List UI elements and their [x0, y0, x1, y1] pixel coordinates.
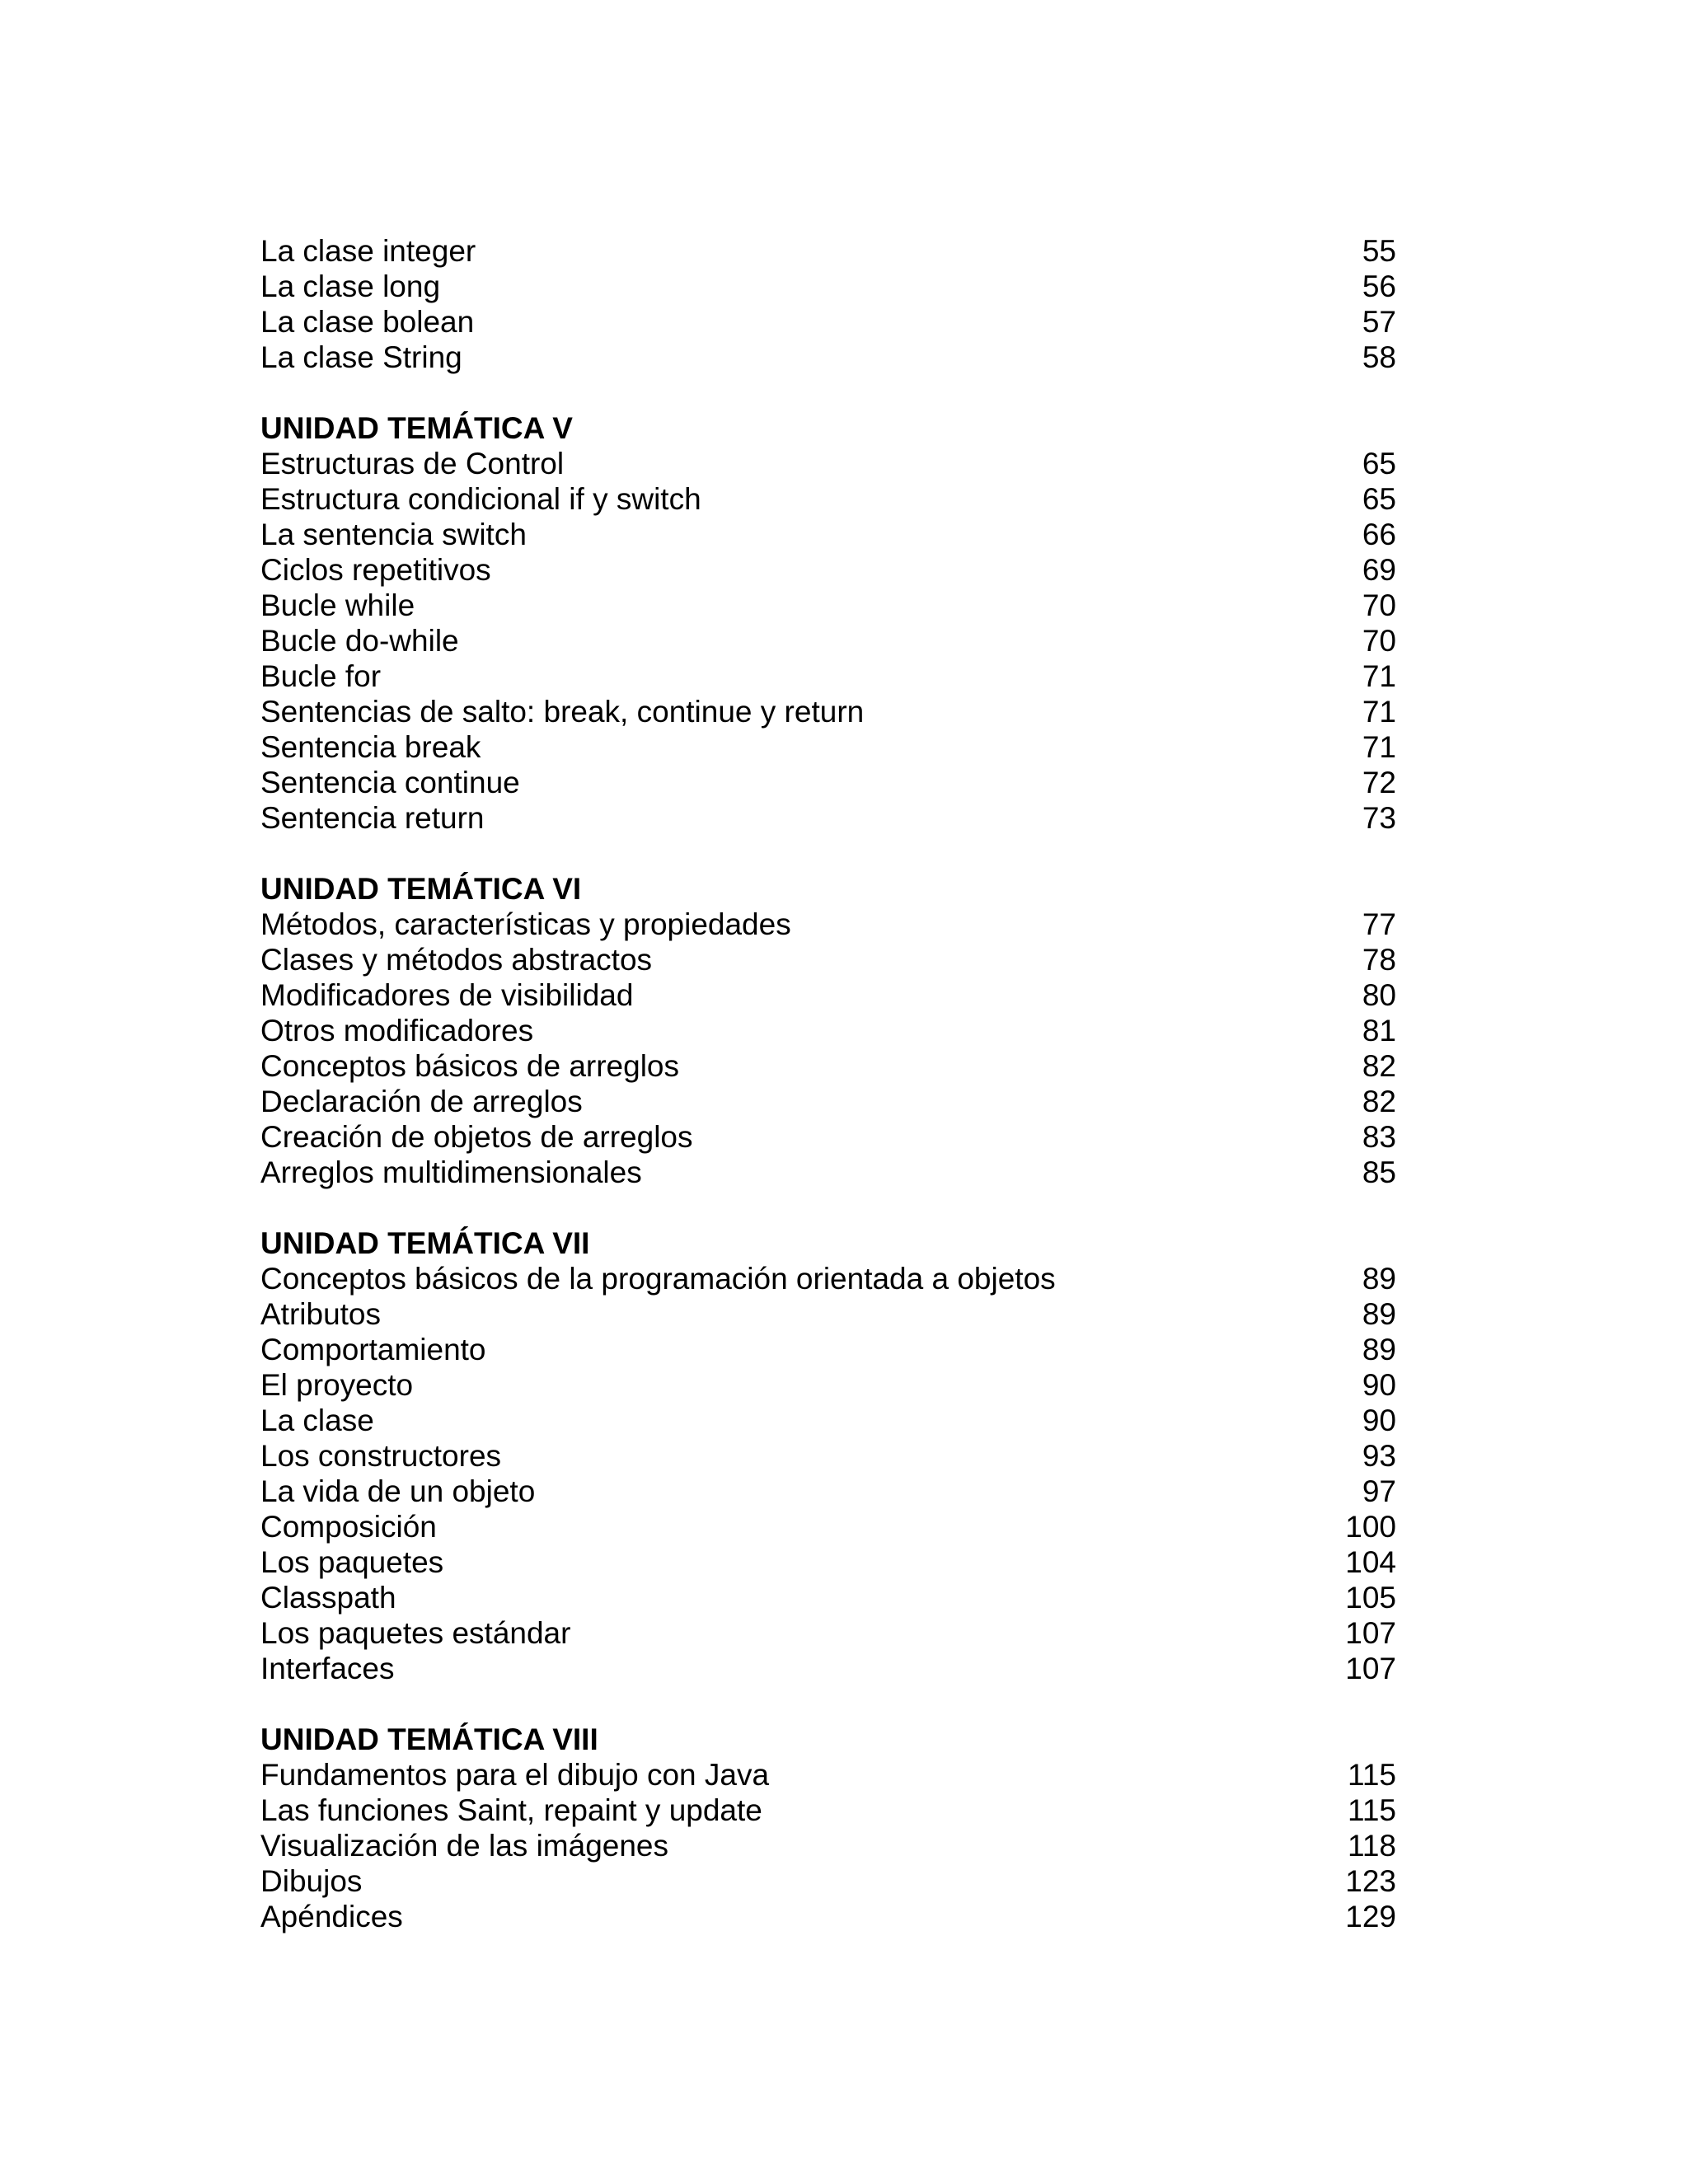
toc-entry — [260, 552, 1396, 588]
toc-entry-page-number: 80 — [1362, 978, 1396, 1012]
toc-entry-title: Métodos, características y propiedades — [260, 907, 791, 941]
toc-entry-title: Estructuras de Control — [260, 447, 565, 480]
toc-entry — [260, 1013, 1396, 1048]
toc-entry-page-number: 89 — [1362, 1297, 1396, 1331]
toc-entry-page-number: 77 — [1362, 907, 1396, 941]
toc-entry-title: Clases y métodos abstractos — [260, 943, 653, 977]
toc-entry — [260, 481, 1396, 517]
toc-entry-title: Bucle do-while — [260, 624, 459, 658]
toc-entry — [260, 1474, 1396, 1509]
toc-entry — [260, 1580, 1396, 1615]
toc-entry-page-number: 85 — [1362, 1155, 1396, 1189]
toc-entry-page-number: 66 — [1362, 518, 1396, 551]
toc-entry-page-number: 93 — [1362, 1439, 1396, 1473]
toc-entry-page-number: 90 — [1362, 1368, 1396, 1402]
toc-entry-page-number: 72 — [1362, 766, 1396, 799]
toc-entry — [260, 269, 1396, 304]
toc-entry-title: Sentencias de salto: break, continue y return — [260, 695, 865, 729]
toc-entry-page-number: 107 — [1345, 1616, 1396, 1650]
toc-entry-title: Fundamentos para el dibujo con Java — [260, 1758, 770, 1792]
toc-sections — [260, 410, 1396, 1934]
toc-entry — [260, 1119, 1396, 1155]
toc-section — [260, 871, 1396, 1190]
toc-entry-page-number: 71 — [1362, 695, 1396, 729]
toc-entry — [260, 1048, 1396, 1084]
toc-entry-page-number: 58 — [1362, 340, 1396, 374]
toc-entry-page-number: 70 — [1362, 624, 1396, 658]
section-heading: UNIDAD TEMÁTICA VIII — [260, 1722, 598, 1756]
toc-entry-title: Sentencia continue — [260, 766, 520, 799]
table-of-contents — [260, 233, 1396, 1934]
toc-entry — [260, 623, 1396, 658]
toc-entry-title: Los paquetes estándar — [260, 1616, 571, 1650]
toc-entry-page-number: 89 — [1362, 1262, 1396, 1296]
section-heading: UNIDAD TEMÁTICA VI — [260, 872, 582, 906]
section-heading: UNIDAD TEMÁTICA V — [260, 411, 573, 445]
toc-intro-group — [260, 233, 1396, 375]
toc-entry-title: Ciclos repetitivos — [260, 553, 491, 587]
toc-entry-page-number: 115 — [1348, 1793, 1396, 1827]
toc-entry-title: Creación de objetos de arreglos — [260, 1120, 693, 1154]
toc-entry — [260, 800, 1396, 836]
toc-entry — [260, 1332, 1396, 1367]
section-heading: UNIDAD TEMÁTICA VII — [260, 1226, 590, 1260]
toc-entry — [260, 1438, 1396, 1474]
toc-entry-title: Dibujos — [260, 1864, 363, 1898]
toc-entry-page-number: 57 — [1362, 305, 1396, 339]
toc-entry-title: Sentencia break — [260, 730, 481, 764]
toc-entry — [260, 694, 1396, 729]
toc-entry-title: Conceptos básicos de la programación orientada a objetos — [260, 1262, 1056, 1296]
toc-entry-page-number: 115 — [1348, 1758, 1396, 1792]
toc-entry — [260, 1793, 1396, 1828]
toc-entry-page-number: 73 — [1362, 801, 1396, 835]
toc-entry-title: La clase String — [260, 340, 462, 374]
toc-section — [260, 410, 1396, 836]
toc-entry — [260, 446, 1396, 481]
toc-entry — [260, 1899, 1396, 1934]
toc-entry — [260, 907, 1396, 942]
toc-entry-title: Apéndices — [260, 1900, 403, 1933]
toc-entry-page-number: 82 — [1362, 1049, 1396, 1083]
toc-entry-page-number: 55 — [1362, 234, 1396, 268]
toc-entry — [260, 1757, 1396, 1793]
toc-entry-title: Composición — [260, 1510, 437, 1544]
toc-entry-page-number: 118 — [1348, 1829, 1396, 1863]
toc-entry — [260, 1863, 1396, 1899]
toc-entry-title: Las funciones Saint, repaint y update — [260, 1793, 762, 1827]
toc-entry-title: La clase long — [260, 269, 441, 303]
toc-entry-page-number: 129 — [1345, 1900, 1396, 1933]
toc-entry-page-number: 81 — [1362, 1014, 1396, 1047]
toc-entry-title: Bucle for — [260, 659, 382, 693]
toc-entry-title: Otros modificadores — [260, 1014, 534, 1047]
toc-entry-title: Conceptos básicos de arreglos — [260, 1049, 680, 1083]
toc-entry-page-number: 100 — [1345, 1510, 1396, 1544]
toc-entry-title: Modificadores de visibilidad — [260, 978, 634, 1012]
toc-entry-title: La clase — [260, 1404, 374, 1437]
toc-entry-title: Atributos — [260, 1297, 382, 1331]
toc-entry-title: Sentencia return — [260, 801, 485, 835]
toc-entry — [260, 233, 1396, 269]
toc-entry — [260, 517, 1396, 552]
toc-entry — [260, 1651, 1396, 1686]
toc-entry-page-number: 89 — [1362, 1333, 1396, 1366]
toc-entry — [260, 304, 1396, 340]
toc-entry — [260, 1509, 1396, 1544]
toc-entry-title: Visualización de las imágenes — [260, 1829, 669, 1863]
toc-entry-title: Interfaces — [260, 1652, 395, 1685]
toc-entry-title: La sentencia switch — [260, 518, 527, 551]
toc-entry-title: Arreglos multidimensionales — [260, 1155, 642, 1189]
toc-entry-page-number: 78 — [1362, 943, 1396, 977]
toc-entry-page-number: 70 — [1362, 588, 1396, 622]
toc-entry — [260, 1367, 1396, 1403]
toc-entry-page-number: 107 — [1345, 1652, 1396, 1685]
toc-entry — [260, 1296, 1396, 1332]
toc-section — [260, 1722, 1396, 1934]
toc-entry — [260, 977, 1396, 1013]
toc-entry — [260, 1403, 1396, 1438]
toc-entry-page-number: 90 — [1362, 1404, 1396, 1437]
toc-entry-title: Estructura condicional if y switch — [260, 482, 701, 516]
toc-entry-page-number: 104 — [1345, 1545, 1396, 1579]
toc-entry — [260, 1261, 1396, 1296]
toc-entry-page-number: 82 — [1362, 1085, 1396, 1118]
toc-entry-title: La vida de un objeto — [260, 1474, 536, 1508]
toc-entry-title: Comportamiento — [260, 1333, 486, 1366]
toc-entry-page-number: 83 — [1362, 1120, 1396, 1154]
toc-entry — [260, 765, 1396, 800]
toc-entry-title: Classpath — [260, 1581, 396, 1615]
toc-entry-title: El proyecto — [260, 1368, 414, 1402]
toc-entry — [260, 340, 1396, 375]
toc-entry-title: Declaración de arreglos — [260, 1085, 583, 1118]
toc-entry-title: La clase bolean — [260, 305, 475, 339]
toc-entry — [260, 1084, 1396, 1119]
toc-entry-page-number: 71 — [1362, 730, 1396, 764]
toc-entry — [260, 1155, 1396, 1190]
toc-entry — [260, 1544, 1396, 1580]
toc-entry-page-number: 56 — [1362, 269, 1396, 303]
toc-entry-title: Los paquetes — [260, 1545, 444, 1579]
toc-entry-page-number: 97 — [1362, 1474, 1396, 1508]
toc-entry — [260, 1615, 1396, 1651]
toc-entry-page-number: 71 — [1362, 659, 1396, 693]
toc-entry — [260, 729, 1396, 765]
toc-entry-page-number: 123 — [1345, 1864, 1396, 1898]
toc-entry-title: Los constructores — [260, 1439, 502, 1473]
toc-entry-title: La clase integer — [260, 234, 476, 268]
toc-entry-page-number: 65 — [1362, 447, 1396, 480]
toc-entry-page-number: 65 — [1362, 482, 1396, 516]
toc-entry — [260, 1828, 1396, 1863]
toc-entry — [260, 942, 1396, 977]
toc-entry — [260, 658, 1396, 694]
toc-section — [260, 1226, 1396, 1686]
toc-entry-page-number: 69 — [1362, 553, 1396, 587]
toc-entry-page-number: 105 — [1345, 1581, 1396, 1615]
toc-entry-title: Bucle while — [260, 588, 415, 622]
toc-entry — [260, 588, 1396, 623]
